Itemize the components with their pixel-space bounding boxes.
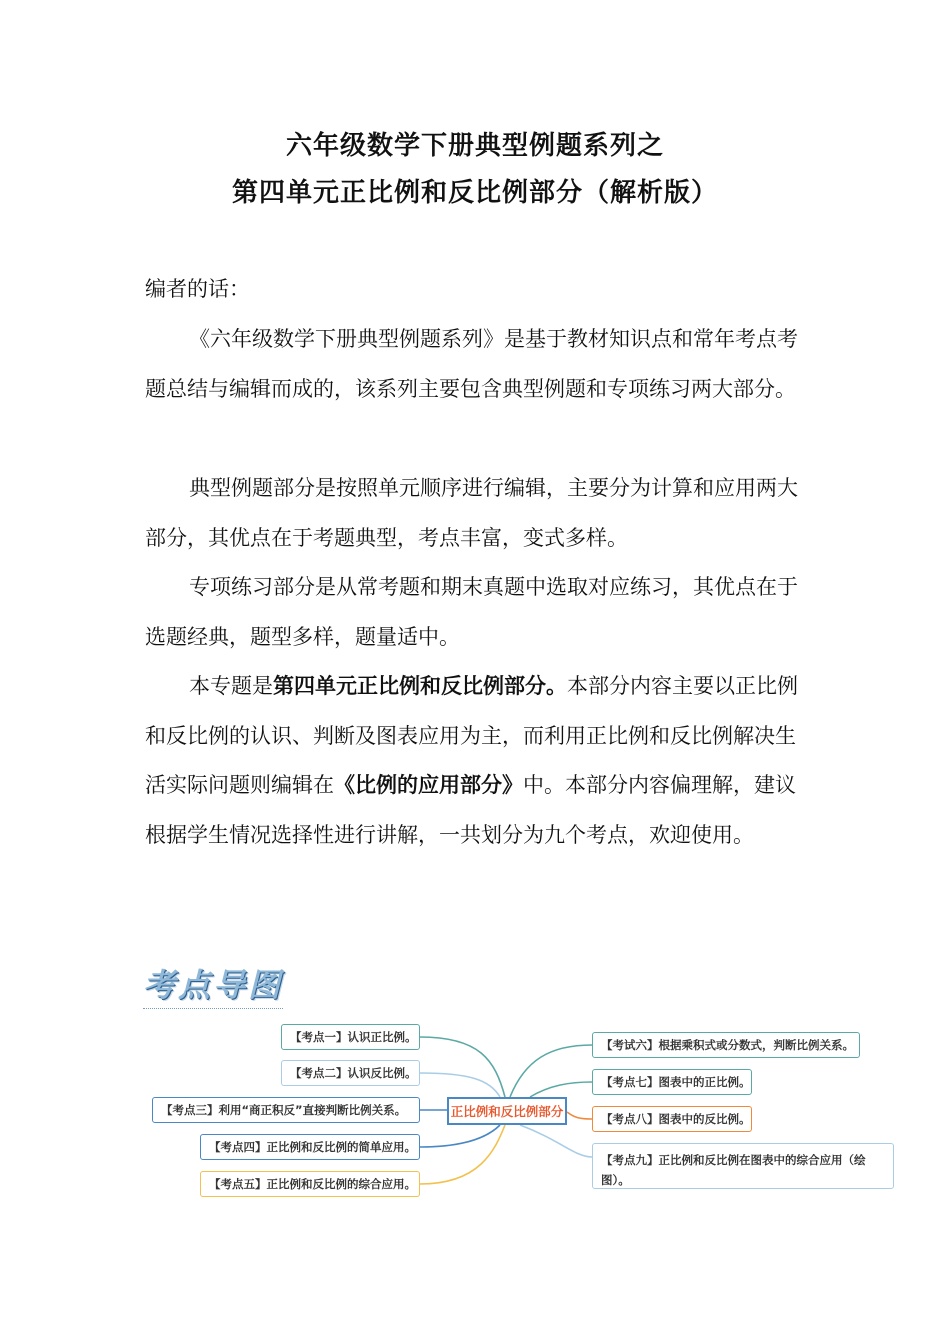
mindmap-node-kaodian-7: 【考点七】图表中的正比例。 [592,1069,752,1095]
p4-bold-topic: 第四单元正比例和反比例部分。 [273,674,567,698]
connector-8 [567,1112,592,1119]
connector-6 [510,1045,592,1097]
editor-note-heading: 编者的话： [145,277,250,301]
document-title-line1: 六年级数学下册典型例题系列之 [285,131,664,161]
mindmap-title: 考点导图 [143,960,283,1009]
p4-text-e: 中。本部分内容偏理解，建议根据学生情况选择性进行讲解，一共划分为九个考点，欢迎使用。 [145,773,796,847]
connector-9 [520,1125,592,1157]
p4-text-c: 本部分内容主要以正比例和反比例的认识、判断及图表应用为主，而利用正比例和反比例解决生活实际问题则编辑在 [145,674,798,797]
mindmap-node-kaodian-4: 【考点四】正比例和反比例的简单应用。 [200,1134,420,1160]
connector-7 [530,1082,592,1097]
connector-2 [420,1073,500,1097]
mindmap-node-kaodian-1: 【考点一】认识正比例。 [281,1024,420,1050]
mindmap-node-kaodian-9: 【考点九】正比例和反比例在图表中的综合应用（绘图）。 [592,1143,894,1189]
mindmap-node-kaodian-8: 【考点八】图表中的反比例。 [592,1106,752,1132]
connector-5 [420,1125,505,1184]
p4-bold-reference: 《比例的应用部分》 [334,773,523,797]
mindmap-center-node: 正比例和反比例部分 [447,1097,567,1125]
mindmap-node-kaodian-6: 【考试六】根据乘积式或分数式，判断比例关系。 [592,1032,860,1058]
mindmap-node-kaodian-2: 【考点二】认识反比例。 [281,1060,420,1086]
mindmap-node-kaodian-3: 【考点三】利用“商正积反”直接判断比例关系。 [152,1097,420,1123]
p4-text-a: 本专题是 [189,674,273,698]
intro-paragraph-2: 典型例题部分是按照单元顺序进行编辑，主要分为计算和应用两大部分，其优点在于考题典型，考点丰富，变式多样。 [145,476,798,550]
connector-4 [420,1125,500,1147]
mindmap-node-kaodian-5: 【考点五】正比例和反比例的综合应用。 [200,1171,420,1197]
intro-paragraph-1: 《六年级数学下册典型例题系列》是基于教材知识点和常年考点考题总结与编辑而成的，该系列主要包含典型例题和专项练习两大部分。 [145,327,798,401]
document-title-line2: 第四单元正比例和反比例部分（解析版） [231,178,718,208]
intro-paragraph-3: 专项练习部分是从常考题和期末真题中选取对应练习，其优点在于选题经典，题型多样，题量适中。 [145,575,798,649]
